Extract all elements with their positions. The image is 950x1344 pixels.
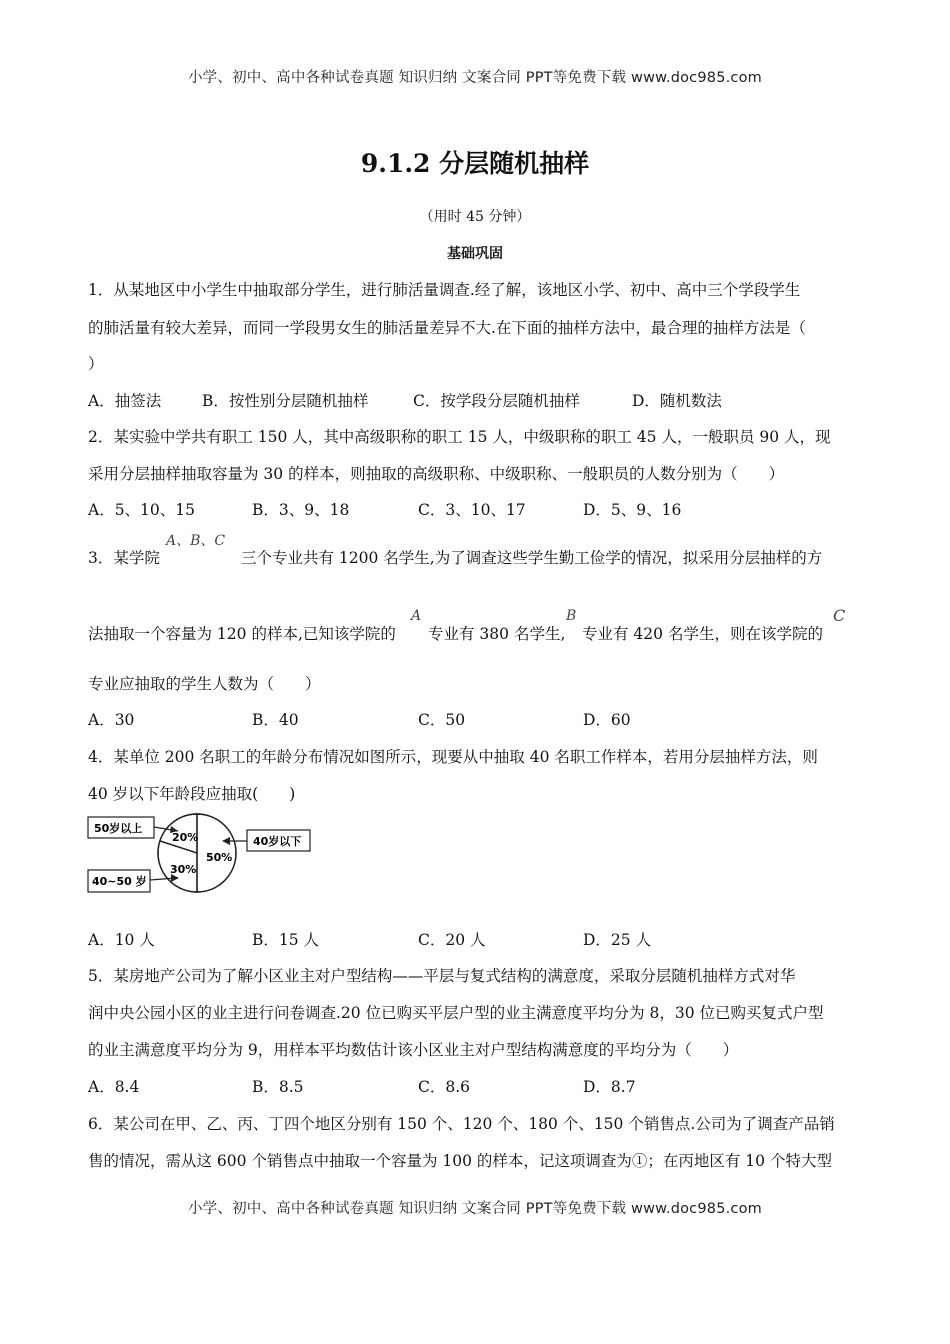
q5-line-2: 润中央公园小区的业主进行问卷调查.20 位已购买平层户型的业主满意度平均分为 8，30 位已购买复式户型	[88, 1004, 824, 1022]
q4-option-b: B．15 人	[252, 931, 320, 949]
q3-text-4: 专业有 380 名学生,	[428, 625, 566, 643]
callout-under-40: 40岁以下	[253, 835, 302, 848]
q4-line-2: 40 岁以下年龄段应抽取( )	[88, 785, 296, 803]
q3-text-2: 三个专业共有 1200 名学生,为了调查这些学生勤工俭学的情况，拟采用分层抽样的方	[241, 549, 823, 567]
q3-text-3: 法抽取一个容量为 120 的样本,已知该学院的	[88, 625, 396, 643]
q2-line-2: 采用分层抽样抽取容量为 30 的样本，则抽取的高级职称、中级职称、一般职员的人数分别为（ ）	[88, 465, 785, 483]
q3-option-a: A．30	[88, 711, 135, 729]
q3-text-6: 专业应抽取的学生人数为（ ）	[88, 675, 321, 693]
pie-label-under-40-value: 50%	[206, 851, 233, 864]
q3-option-c: C．50	[418, 711, 466, 729]
q5-line-3: 的业主满意度平均分为 9，用样本平均数估计该小区业主对户型结构满意度的平均分为（ ）	[88, 1041, 739, 1059]
q3-var-b: B	[566, 608, 577, 624]
q1-line-3: ）	[88, 355, 104, 373]
page-title: 9.1.2 分层随机抽样	[360, 149, 590, 178]
pie-label-40-50-value: 30%	[170, 863, 197, 876]
q2-option-b: B．3、9、18	[252, 501, 350, 519]
q1-option-b: B．按性别分层随机抽样	[202, 392, 369, 410]
q3-option-d: D．60	[583, 711, 631, 729]
q6-line-1: 6．某公司在甲、乙、丙、丁四个地区分别有 150 个、120 个、180 个、150 个销售点.公司为了调查产品销	[88, 1115, 835, 1133]
q3-option-b: B．40	[252, 711, 299, 729]
section-heading: 基础巩固	[447, 246, 503, 262]
q1-option-a: A．抽签法	[88, 392, 162, 410]
q3-text-1: 3．某学院	[88, 549, 160, 567]
q5-option-d: D．8.7	[583, 1078, 636, 1096]
q2-option-c: C．3、10、17	[418, 501, 526, 519]
q1-line-2: 的肺活量有较大差异，而同一学段男女生的肺活量差异不大.在下面的抽样方法中，最合理的抽样方法是（	[88, 319, 806, 337]
pie-label-over-50-value: 20%	[172, 831, 199, 844]
q4-line-1: 4．某单位 200 名职工的年龄分布情况如图所示，现要从中抽取 40 名职工作样本，若用分层抽样方法，则	[88, 748, 818, 766]
q1-option-c: C．按学段分层随机抽样	[413, 392, 580, 410]
time-note: （用时 45 分钟）	[419, 209, 531, 225]
q3-var-abc: A、B、C	[166, 533, 226, 549]
q4-option-c: C．20 人	[418, 931, 486, 949]
q4-option-a: A．10 人	[88, 931, 155, 949]
q5-option-c: C．8.6	[418, 1078, 471, 1096]
q3-var-a: A	[411, 608, 422, 624]
age-pie-chart	[86, 812, 318, 896]
q4-option-d: D．25 人	[583, 931, 652, 949]
q5-option-b: B．8.5	[252, 1078, 304, 1096]
callout-40-50: 40~50 岁	[92, 875, 147, 888]
q1-option-d: D．随机数法	[632, 392, 722, 410]
q2-option-d: D．5、9、16	[583, 501, 682, 519]
callout-over-50: 50岁以上	[94, 822, 143, 835]
q6-line-2: 售的情况，需从这 600 个销售点中抽取一个容量为 100 的样本，记这项调查为①；在丙地区有 10 个特大型	[88, 1152, 832, 1170]
page-header: 小学、初中、高中各种试卷真题 知识归纳 文案合同 PPT等免费下载 www.doc985.com	[187, 70, 763, 86]
q3-var-c: C	[833, 606, 846, 625]
q2-option-a: A．5、10、15	[88, 501, 196, 519]
q3-text-5: 专业有 420 名学生，则在该学院的	[582, 625, 823, 643]
page-footer: 小学、初中、高中各种试卷真题 知识归纳 文案合同 PPT等免费下载 www.doc985.com	[187, 1201, 763, 1217]
q5-option-a: A．8.4	[88, 1078, 140, 1096]
q2-line-1: 2．某实验中学共有职工 150 人，其中高级职称的职工 15 人，中级职称的职工 45 人，一般职员 90 人，现	[88, 428, 831, 446]
q5-line-1: 5．某房地产公司为了解小区业主对户型结构——平层与复式结构的满意度，采取分层随机抽样方式对华	[88, 967, 796, 985]
q1-line-1: 1．从某地区中小学生中抽取部分学生，进行肺活量调查.经了解，该地区小学、初中、高中三个学段学生	[88, 281, 801, 299]
